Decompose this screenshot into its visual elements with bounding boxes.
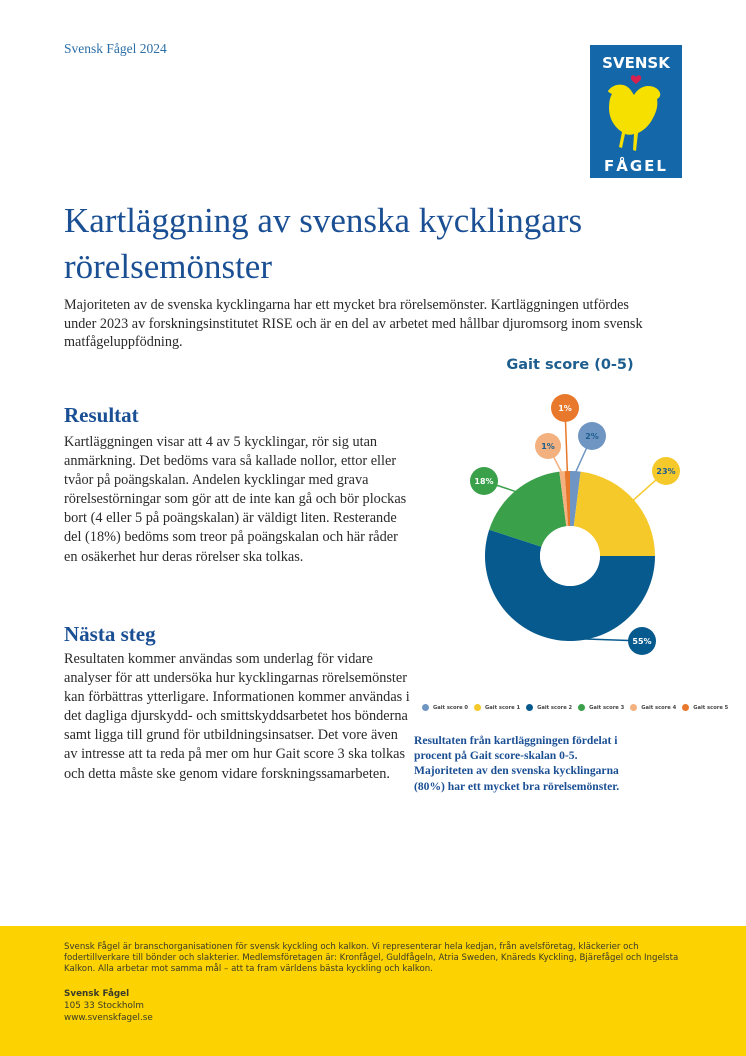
legend-label: Gait score 5: [693, 704, 729, 711]
data-label-gait-score-4: 1%: [541, 442, 555, 451]
legend-label: Gait score 4: [641, 704, 677, 711]
legend-swatch-icon: [630, 704, 637, 711]
data-label-gait-score-1: 23%: [656, 467, 676, 476]
legend-item-gait-score-4: [630, 704, 676, 711]
data-label-gait-score-2: 55%: [632, 637, 652, 646]
legend-item-gait-score-0: [422, 704, 468, 711]
legend-item-gait-score-3: [578, 704, 624, 711]
legend-swatch-icon: [422, 704, 429, 711]
footer-address: 105 33 Stockholm: [64, 1001, 144, 1011]
page-title: Kartläggning av svenska kycklingars rörelsemönster: [64, 201, 583, 286]
legend-label: Gait score 3: [589, 704, 625, 711]
legend-item-gait-score-2: [526, 704, 572, 711]
chicken-heart-icon: [608, 75, 660, 151]
chart-caption: Resultaten från kartläggningen fördelat i procent på Gait score-skalan 0-5. Majoriteten av den svenska kycklingarna (80%) har ett mycket bra rörelsemönster.: [414, 734, 620, 793]
footer-website-link[interactable]: www.svenskfagel.se: [64, 1013, 153, 1023]
legend-swatch-icon: [682, 704, 689, 711]
legend-label: Gait score 2: [537, 704, 573, 711]
svensk-fagel-logo: [590, 45, 682, 178]
section-heading-resultat: Resultat: [64, 403, 139, 427]
footer-description: Svensk Fågel är branschorganisationen för svensk kyckling och kalkon. Vi representerar hela kedjan, från avelsföretag, kläckerier och fodertillverkare till bönder och slakterier. Medlemsföretagen är: Kronfågel, Guldfågeln, Atria Sweden, Knäreds Kyckling, Bjärefågel och Ingelsta Kalkon. Alla arbetar mot samma mål – att ta fram världens bästa kyckling och kalkon.: [64, 942, 679, 974]
chart-legend: [422, 704, 728, 711]
logo-bottom-text: FÅGEL: [604, 157, 668, 175]
footer: [0, 926, 746, 1056]
legend-swatch-icon: [578, 704, 585, 711]
section-body-nasta-steg: Resultaten kommer användas som underlag för vidare analyser för att undersöka hur kycklingarnas rörelsemönster kan förbättras ytterligare. Informationen kommer användas i det dagliga djurskydd- och smittskyddsarbetet hos bönderna samt ligga till grund för utbildningsinsatser. Det vore även av intresse att ta reda på mer om hur Gait score 3 ska tolkas och detta måste ske genom vidare forskningssamarbeten.: [64, 651, 410, 782]
legend-label: Gait score 0: [433, 704, 469, 711]
data-label-gait-score-5: 1%: [558, 404, 572, 413]
footer-org-name: Svensk Fågel: [64, 989, 130, 999]
legend-swatch-icon: [474, 704, 481, 711]
data-label-gait-score-3: 18%: [474, 477, 494, 486]
logo-top-text: SVENSK: [602, 54, 670, 72]
header-label: Svensk Fågel 2024: [64, 41, 167, 56]
legend-label: Gait score 1: [485, 704, 521, 711]
donut-hole: [540, 526, 600, 586]
chart-title: Gait score (0-5): [506, 357, 634, 373]
legend-swatch-icon: [526, 704, 533, 711]
legend-item-gait-score-5: [682, 704, 728, 711]
section-heading-nasta-steg: Nästa steg: [64, 622, 156, 646]
data-label-gait-score-0: 2%: [585, 432, 599, 441]
intro-paragraph: Majoriteten av de svenska kycklingarna har ett mycket bra rörelsemönster. Kartläggningen utfördes under 2023 av forskningsinstitutet RISE och är en del av arbetet med hållbar djuromsorg inom svensk matfågeluppfödning.: [64, 297, 643, 350]
section-body-resultat: Kartläggningen visar att 4 av 5 kycklingar, rör sig utan anmärkning. Det bedöms vara så kallade nollor, ettor eller tvåor på poängskalan. Andelen kycklingar med grava rörelsestörningar som gör att de inte kan gå och bör plockas bort (4 eller 5 på poängskalan) är väldigt liten. Resterande del (18%) bedöms som treor på poängskalan och här råder en osäkerhet hur deras rörelser ska tolkas.: [64, 434, 407, 565]
gait-score-donut-chart: [420, 380, 720, 680]
legend-item-gait-score-1: [474, 704, 520, 711]
